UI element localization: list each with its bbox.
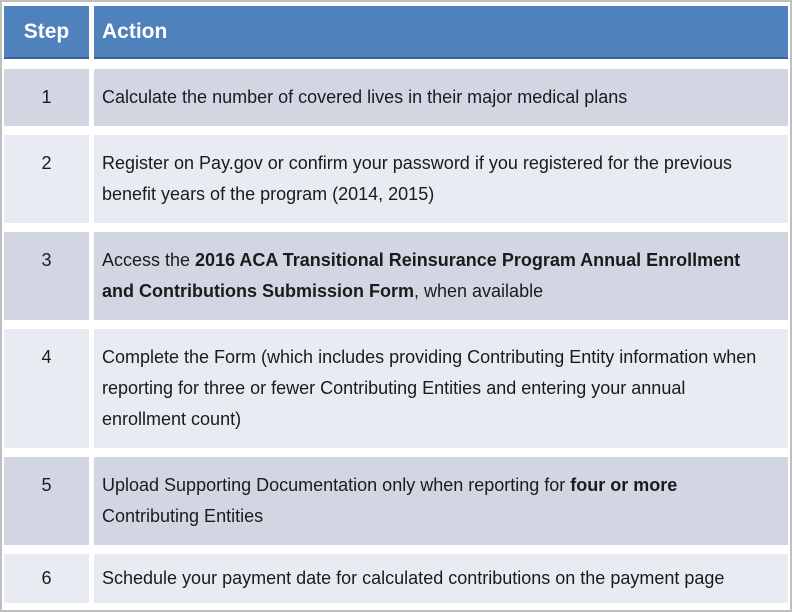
action-cell [94, 457, 788, 545]
action-cell [94, 69, 788, 126]
action-cell [94, 554, 788, 603]
action-text-bold: four or more [570, 475, 678, 495]
step-cell: 4 [4, 329, 89, 448]
action-text: Access the [102, 250, 196, 270]
table-body [4, 69, 788, 612]
step-cell: 2 [4, 135, 89, 223]
table-row [4, 232, 788, 320]
action-text: Upload Supporting Documentation only when reporting for [102, 475, 571, 495]
step-cell: 5 [4, 457, 89, 545]
table-row [4, 69, 788, 126]
action-text: Complete the Form (which includes providing Contributing Entity information when reporting for three or fewer Contributing Entities and entering your annual enrollment count) [102, 347, 757, 429]
action-text: , when available [414, 281, 544, 301]
table-row [4, 329, 788, 448]
action-text-bold: 2016 ACA Transitional Reinsurance Program Annual Enrollment and Contributions Submission Form [102, 250, 741, 301]
column-header-action: Action [94, 6, 788, 59]
action-text: Contributing Entities [102, 506, 264, 526]
action-cell [94, 135, 788, 223]
table-row [4, 457, 788, 545]
action-cell [94, 329, 788, 448]
table-header-row [4, 6, 788, 59]
table-row [4, 135, 788, 223]
action-text: Schedule your payment date for calculated contributions on the payment page [102, 568, 725, 588]
step-cell: 1 [4, 69, 89, 126]
steps-table [4, 6, 788, 612]
action-text: Register on Pay.gov or confirm your password if you registered for the previous benefit years of the program (2014, 2015) [102, 153, 732, 204]
step-cell: 3 [4, 232, 89, 320]
step-cell: 6 [4, 554, 89, 603]
table-row [4, 554, 788, 603]
action-text: Calculate the number of covered lives in their major medical plans [102, 87, 628, 107]
column-header-step: Step [4, 6, 89, 59]
action-cell [94, 232, 788, 320]
